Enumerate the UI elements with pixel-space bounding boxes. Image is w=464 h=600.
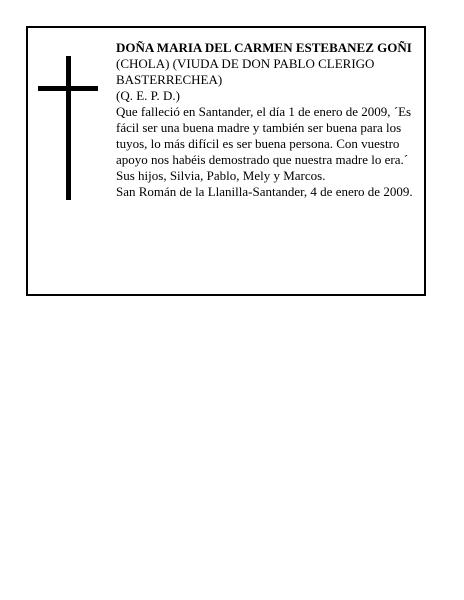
location-date: San Román de la Llanilla-Santander, 4 de enero de 2009. bbox=[116, 184, 413, 199]
deceased-nickname: (CHOLA) (VIUDA DE DON PABLO CLERIGO BASTERRECHEA) bbox=[116, 56, 375, 87]
qepd-line: (Q. E. P. D.) bbox=[116, 88, 180, 103]
deceased-name: DOÑA MARIA DEL CARMEN ESTEBANEZ GOÑI bbox=[116, 40, 412, 55]
notice-text bbox=[116, 40, 422, 200]
cross-icon bbox=[38, 56, 98, 200]
notice-body: Que falleció en Santander, el día 1 de enero de 2009, ´Es fácil ser una buena madre y también ser buena para los tuyos, lo más difícil es ser buena persona. Con vuestro apoyo nos habéis demostrado que nuestra madre lo era.´ Sus hijos, Silvia, Pablo, Mely y Marcos. bbox=[116, 104, 412, 183]
cross-horizontal-bar bbox=[38, 86, 98, 91]
cross-vertical-bar bbox=[66, 56, 71, 200]
obituary-notice bbox=[26, 26, 426, 296]
